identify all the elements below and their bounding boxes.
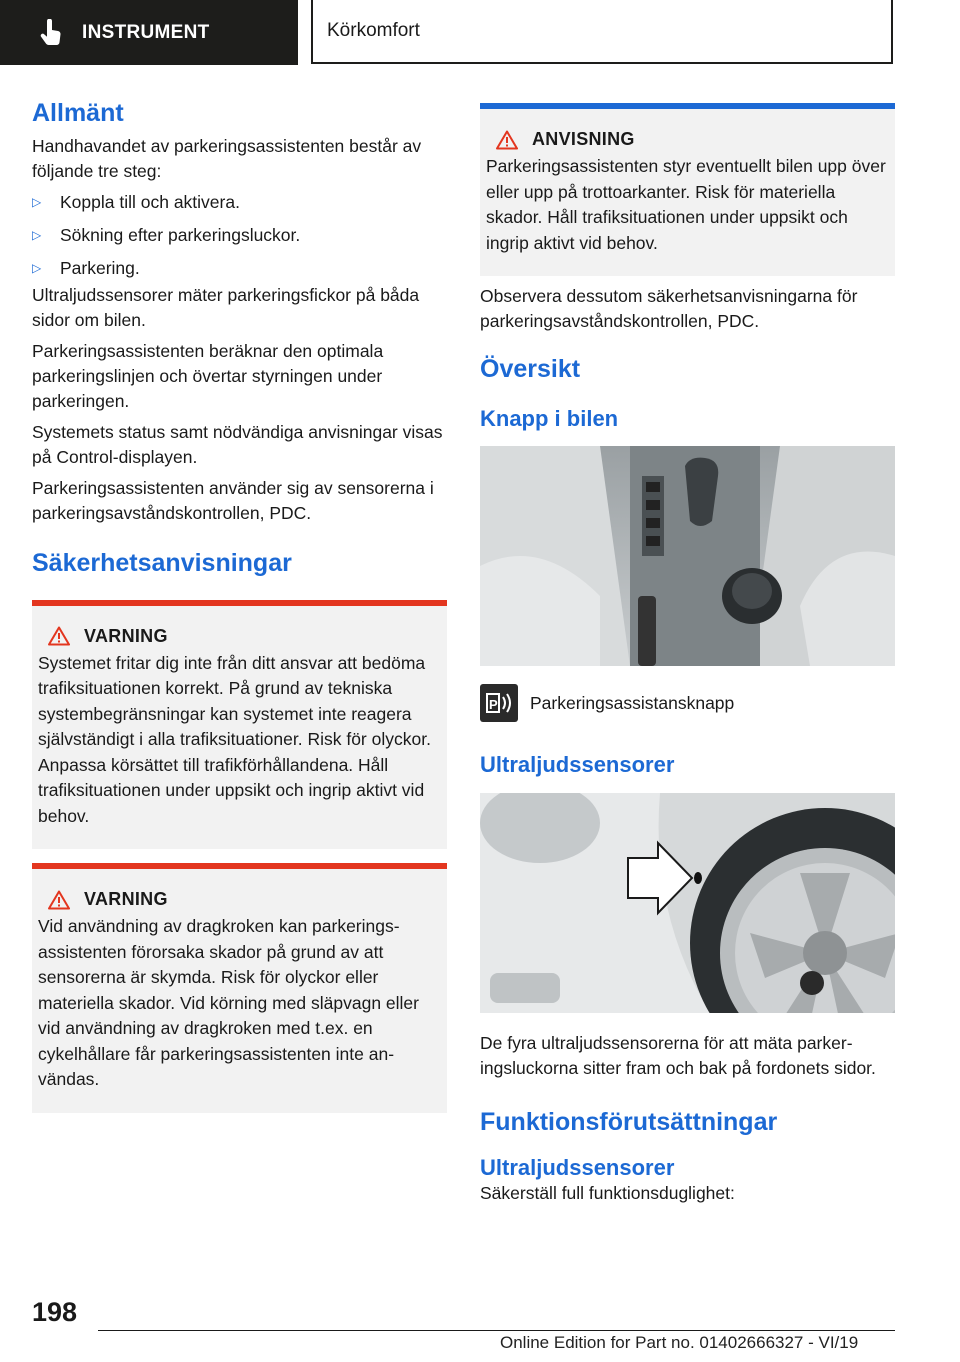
right-column	[480, 103, 895, 1212]
list-item	[32, 223, 447, 248]
paragraph: Systemets status samt nödvändiga anvisningar visas på Control-displayen.	[32, 421, 443, 467]
note-title: ANVISNING	[532, 129, 635, 149]
warning-triangle-icon	[48, 626, 70, 646]
safety-heading: Säkerhetsanvisningar	[32, 548, 292, 577]
svg-text:P: P	[489, 697, 498, 713]
observe-paragraph: Observera dessutom säkerhetsanvisningarna för parkeringsavståndskontrollen, PDC.	[480, 286, 858, 331]
warning-text: Vid användning av dragkroken kan parkeringsassistenten förorsaka skador på grund av att sensorerna är skymda. Risk för olyckor eller materiella skador. Vid körning med släpvagn eller vid användning av dragkroken med t.ex. en cykelhållare får parkeringsassistenten inte användas.	[38, 916, 419, 1089]
warning-triangle-icon	[48, 890, 70, 910]
step-text: Koppla till och aktivera.	[60, 191, 240, 212]
parking-assist-button-icon	[480, 684, 518, 722]
sensors-heading: Ultraljudssensorer	[480, 752, 675, 778]
triangle-bullet-icon: ▷	[32, 227, 42, 242]
note-text: Parkeringsassistenten styr eventuellt bilen upp över eller upp på trottoarkanter. Risk för materiella skador. Håll trafiksituationen under uppsikt och ingrip aktivt vid behov.	[486, 156, 886, 253]
page-number: 198	[32, 1297, 78, 1327]
prerequisites-subheading: Ultraljudssensorer	[480, 1154, 675, 1180]
left-column	[32, 100, 447, 1113]
prerequisites-paragraph: Säkerställ full funktionsduglighet:	[480, 1183, 735, 1204]
list-item	[32, 256, 447, 281]
warning-text: Systemet fritar dig inte från ditt ansvar att bedöma trafiksituationen korrekt. På grund av tekniska systembegränsningar kan systemet inte reagera självständigt i alla trafiksituationer. Risk för olyckor. Anpassa körsättet till trafikförhållandena. Håll trafiksituationen under uppsikt och ingrip aktivt vid behov.	[38, 652, 431, 826]
paragraph: Ultraljudssensorer mäter parkeringsfickor på båda sidor om bilen.	[32, 284, 420, 330]
warning-box	[32, 600, 447, 850]
triangle-bullet-icon: ▷	[32, 260, 42, 275]
paragraph: Parkeringsassistenten beräknar den optimala parkeringslinjen och övertar styrningen under parkeringen.	[32, 340, 384, 411]
bumper-sensor-photo	[480, 793, 895, 1013]
section-tab	[0, 0, 298, 65]
step-text: Sökning efter parkeringsluckor.	[60, 224, 301, 245]
legend-text: Parkeringsassistansknapp	[530, 692, 735, 713]
edition-text: Online Edition for Part no. 01402666327 - VI/19	[500, 1333, 859, 1352]
button-heading: Knapp i bilen	[480, 406, 619, 431]
prerequisites-heading: Funktionsförutsättningar	[480, 1107, 778, 1136]
footer-divider	[98, 1330, 895, 1331]
step-text: Parkering.	[60, 257, 140, 278]
overview-heading: Översikt	[480, 355, 581, 383]
warning-title: VARNING	[84, 889, 168, 909]
hand-pointer-icon	[38, 19, 64, 47]
warning-box	[32, 863, 447, 1113]
note-box	[480, 103, 895, 276]
triangle-bullet-icon: ▷	[32, 194, 42, 209]
allmant-heading: Allmänt	[32, 99, 124, 127]
section-label: INSTRUMENT	[82, 21, 210, 43]
chapter-label: Körkomfort	[327, 20, 420, 41]
console-photo	[480, 446, 895, 666]
steps-list	[32, 190, 447, 281]
legend-row	[480, 684, 895, 722]
notice-triangle-icon	[496, 130, 518, 150]
intro-paragraph: Handhavandet av parkeringsassistenten består av följande tre steg:	[32, 135, 422, 181]
sensors-paragraph: De fyra ultraljudssensorerna för att mäta parkeringsluckorna sitter fram och bak på fordonets sidor.	[480, 1032, 876, 1078]
paragraph: Parkeringsassistenten använder sig av sensorerna i parkeringsavståndskontrollen, PDC.	[32, 477, 434, 523]
list-item	[32, 190, 447, 215]
warning-title: VARNING	[84, 625, 168, 646]
chapter-header	[311, 0, 893, 64]
